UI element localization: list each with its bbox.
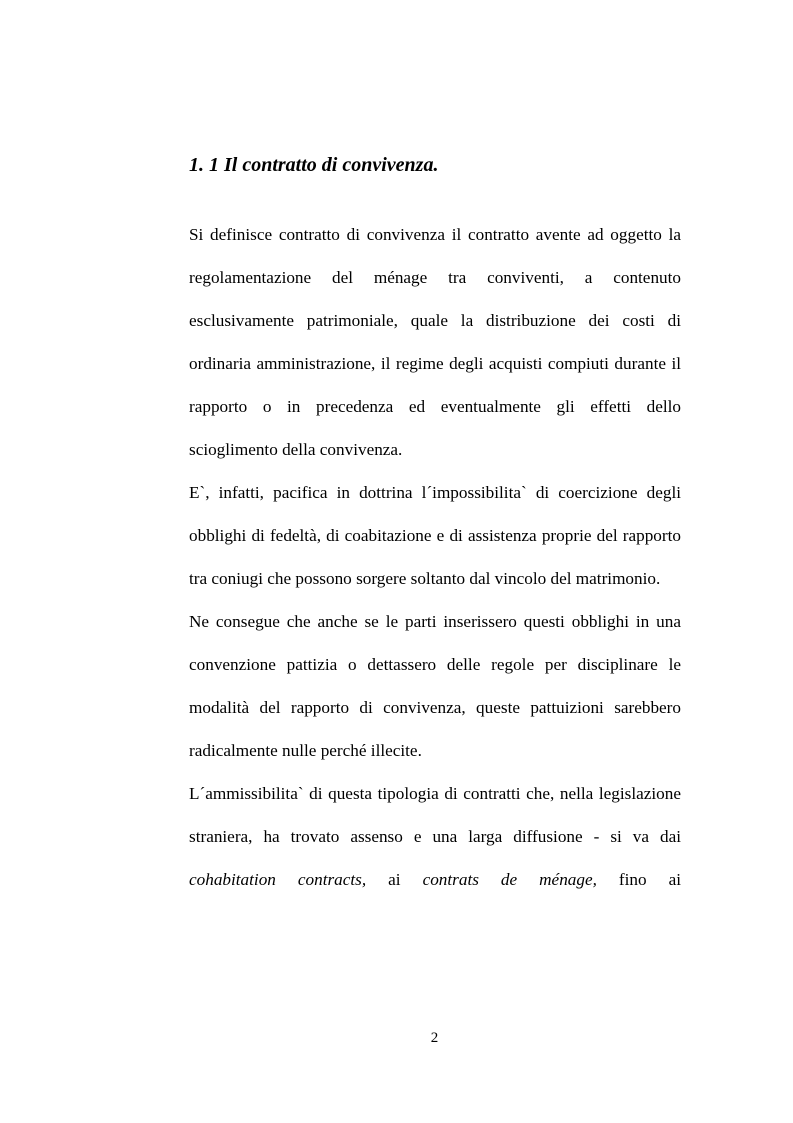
section-heading: 1. 1 Il contratto di convivenza.: [189, 154, 439, 176]
term-contrats-de-menage: contrats de ménage,: [422, 870, 597, 889]
paragraph-nullity: Ne consegue che anche se le parti inserissero questi obblighi in una convenzione pattizia o dettassero delle regole per disciplinare le modalità del rapporto di convivenza, queste pattuizioni sarebbero radicalmente nulle perché illecite.: [189, 612, 681, 760]
paragraph-obligations: E`, infatti, pacifica in dottrina l´impossibilita` di coercizione degli obblighi di fedeltà, di coabitazione e di assistenza proprie del rapporto tra coniugi che possono sorgere soltanto dal vincolo del matrimonio.: [189, 483, 681, 588]
admissibility-text-3: fino ai: [596, 870, 682, 889]
body-text: [189, 213, 681, 901]
term-cohabitation-contracts: cohabitation contracts,: [189, 870, 367, 889]
page-number: 2: [430, 1030, 439, 1046]
paragraph-admissibility: [189, 772, 681, 901]
admissibility-text-2: ai: [366, 870, 423, 889]
admissibility-text-1: L´ammissibilita` di questa tipologia di contratti che, nella legislazione straniera, ha trovato assenso e una larga diffusione - si va dai: [189, 784, 681, 846]
paragraph-definition: Si definisce contratto di convivenza il contratto avente ad oggetto la regolamentazione del ménage tra conviventi, a contenuto esclusivamente patrimoniale, quale la distribuzione dei costi di ordinaria amministrazione, il regime degli acquisti compiuti durante il rapporto o in precedenza ed eventualmente gli effetti dello scioglimento della convivenza.: [189, 225, 681, 459]
